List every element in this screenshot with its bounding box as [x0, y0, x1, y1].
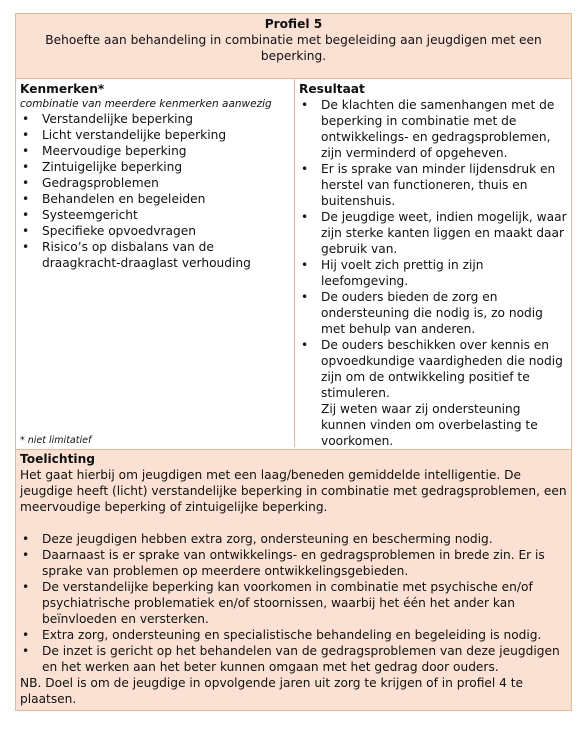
list-item: • Behandelen en begeleiden — [20, 191, 290, 207]
toelichting-intro: Het gaat hierbij om jeugdigen met een laag/beneden gemiddelde intelligentie. De jeugdige heeft (licht) verstandelijke beperking in combinatie met gedragsproblemen, een meervoudige beperking of zintuigelijke beperking. — [20, 468, 567, 514]
toelichting-heading: Toelichting — [20, 452, 95, 466]
resultaat-list — [299, 97, 567, 401]
list-item: • Extra zorg, ondersteuning en specialistische behandeling en begeleiding is nodig. — [20, 627, 567, 643]
kenmerken-column — [16, 79, 295, 447]
list-item: • Meervoudige beperking — [20, 143, 290, 159]
list-item: • Risico’s op disbalans van de draagkracht-draaglast verhouding — [20, 239, 290, 271]
list-item: • De ouders beschikken over kennis en opvoedkundige vaardigheden die nodig zijn om de ontwikkeling positief te stimuleren. — [299, 337, 567, 401]
profile-subtitle: Behoefte aan behandeling in combinatie met begeleiding aan jeugdigen met een beperking. — [45, 33, 542, 63]
list-item: • Licht verstandelijke beperking — [20, 127, 290, 143]
list-item: • De klachten die samenhangen met de beperking in combinatie met de ontwikkelings- en gedragsproblemen, zijn verminderd of opgeheven. — [299, 97, 567, 161]
toelichting-section — [16, 450, 571, 710]
kenmerken-heading: Kenmerken* — [20, 82, 105, 96]
list-item: • Systeemgericht — [20, 207, 290, 223]
kenmerken-list — [20, 111, 290, 271]
profile-header — [16, 14, 571, 79]
toelichting-list — [20, 531, 567, 675]
list-item: • Specifieke opvoedvragen — [20, 223, 290, 239]
list-item: • Er is sprake van minder lijdensdruk en herstel van functioneren, thuis en buitenshuis. — [299, 161, 567, 209]
resultaat-column — [295, 79, 571, 449]
list-item: • Hij voelt zich prettig in zijn leefomgeving. — [299, 257, 567, 289]
profile-title: Profiel 5 — [264, 17, 323, 31]
list-item: • Verstandelijke beperking — [20, 111, 290, 127]
profile-table — [15, 13, 572, 711]
resultaat-extra: Zij weten waar zij ondersteuning kunnen vinden om overbelasting te voorkomen. — [321, 402, 538, 448]
list-item: • Deze jeugdigen hebben extra zorg, ondersteuning en bescherming nodig. — [20, 531, 567, 547]
list-item: • De inzet is gericht op het behandelen van de gedragsproblemen van deze jeugdigen en het werken aan het beter kunnen omgaan met het gedrag door ouders. — [20, 643, 567, 675]
list-item: • De jeugdige weet, indien mogelijk, waar zijn sterke kanten liggen en maakt daar gebruik van. — [299, 209, 567, 257]
resultaat-heading: Resultaat — [299, 82, 365, 96]
list-item: • De ouders bieden de zorg en ondersteuning die nodig is, zo nodig met behulp van anderen. — [299, 289, 567, 337]
toelichting-nb: NB. Doel is om de jeugdige in opvolgende jaren uit zorg te krijgen of in profiel 4 te plaatsen. — [20, 676, 524, 706]
profile-document — [15, 13, 572, 711]
list-item: • Gedragsproblemen — [20, 175, 290, 191]
list-item: • De verstandelijke beperking kan voorkomen in combinatie met psychische en/of psychiatrische problematiek en/of stoornissen, waarbij het één het ander kan beïnvloeden en versterken. — [20, 579, 567, 627]
kenmerken-footnote: * niet limitatief — [20, 435, 92, 446]
profile-columns — [16, 79, 571, 450]
list-item: • Zintuigelijke beperking — [20, 159, 290, 175]
kenmerken-note: combinatie van meerdere kenmerken aanwezig — [20, 98, 272, 110]
list-item: • Daarnaast is er sprake van ontwikkelings- en gedragsproblemen in brede zin. Er is sprake van problemen op meerdere ontwikkelingsgebieden. — [20, 547, 567, 579]
